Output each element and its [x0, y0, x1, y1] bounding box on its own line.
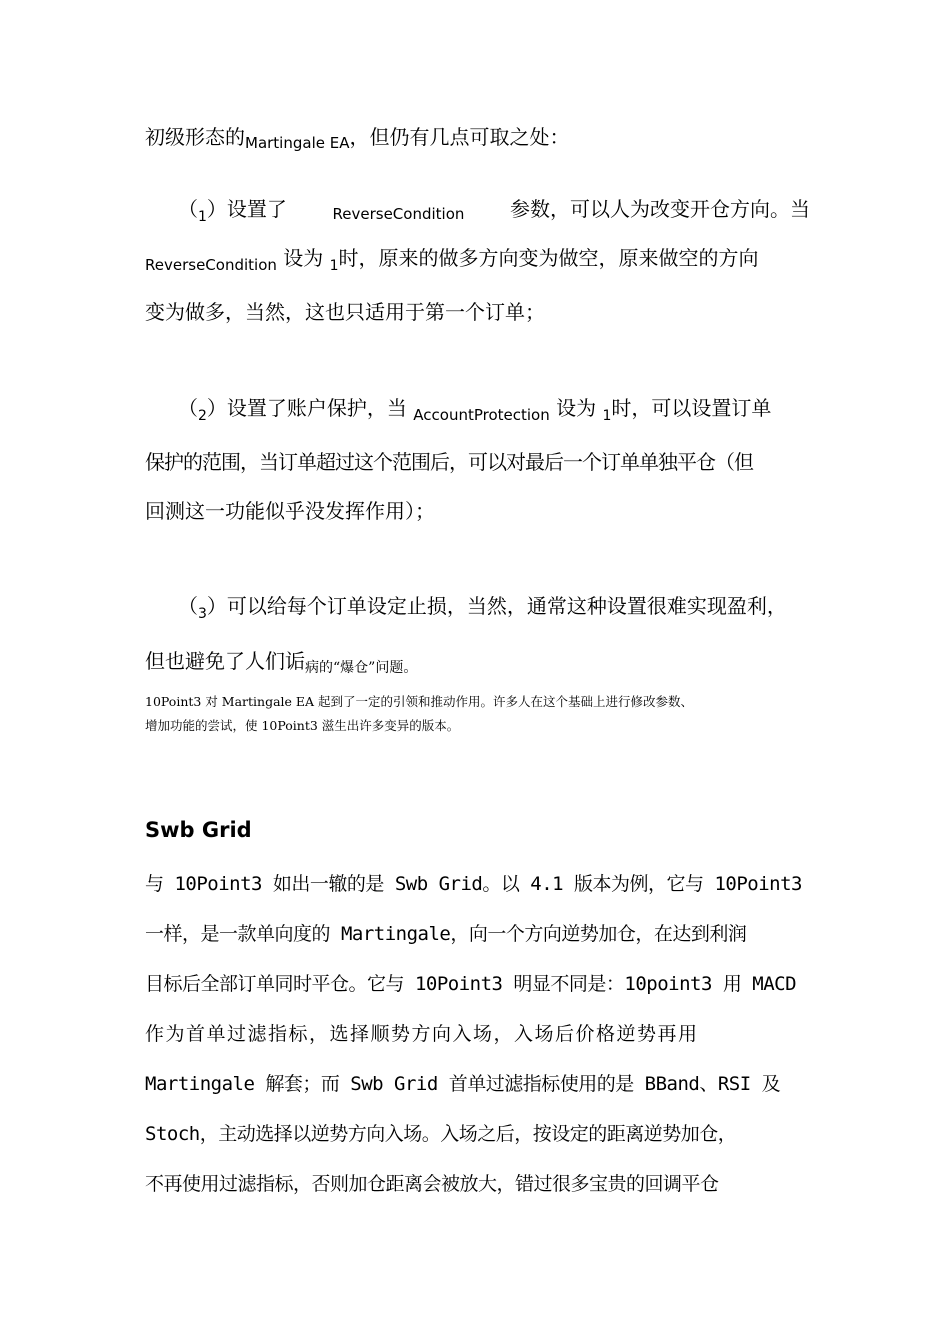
item2-value: 1	[602, 408, 612, 424]
item1-prefix	[178, 196, 287, 225]
item3-open-paren: （	[178, 594, 198, 618]
section-heading: Swb Grid	[145, 818, 252, 842]
intro-text-cont: ，但仍有几点可取之处：	[349, 125, 570, 149]
item1-line2	[145, 245, 810, 274]
item1-open-paren: （	[178, 197, 198, 221]
item1-text-d: 时，原来的做多方向变为做空，原来做空的方向	[338, 246, 759, 270]
section-line-6: Stoch，主动选择以逆势方向入场。入场之后，按设定的距离逆势加仓，	[145, 1123, 737, 1145]
item3-number: 3	[198, 606, 207, 622]
item3-text-c: 病的“爆仓”问题。	[305, 660, 418, 676]
item1-text-a: ）设置了	[206, 197, 287, 221]
note-text-2: 增加功能的尝试，使 10Point3 滋生出许多变异的版本。	[145, 718, 460, 733]
item1-text-b: 参数，可以人为改变开仓方向。当	[509, 197, 810, 221]
section-line-4: 作为首单过滤指标，选择顺势方向入场，入场后价格逆势再用	[145, 1023, 699, 1045]
item2-number: 2	[198, 408, 207, 424]
item1-value: 1	[329, 258, 339, 274]
item2-text-c: 时，可以设置订单	[611, 396, 772, 420]
note-line1	[145, 693, 810, 711]
item2-text-b: 设为	[556, 396, 597, 420]
item2-text-d: 保护的范围，当订单超过这个范围后，可以对最后一个订单单独平仓（但	[145, 450, 753, 474]
item1-line1	[178, 196, 810, 225]
item1-number: 1	[198, 209, 207, 225]
account-protection-param: AccountProtection	[413, 406, 550, 424]
item3-line1	[178, 593, 810, 622]
item1-line3	[145, 299, 810, 325]
section-line-7: 不再使用过滤指标，否则加仓距离会被放大，错过很多宝贵的回调平仓	[145, 1173, 719, 1195]
section-line-1: 与 10Point3 如出一辙的是 Swb Grid。以 4.1 版本为例，它与 10Point3	[145, 873, 802, 895]
item2-open-paren: （	[178, 396, 198, 420]
section-line-5: Martingale 解套；而 Swb Grid 首单过滤指标使用的是 BBand、RSI 及	[145, 1073, 781, 1095]
item2-line3	[145, 498, 810, 524]
section-line-3: 目标后全部订单同时平仓。它与 10Point3 明显不同是：10point3 用 MACD	[145, 973, 797, 995]
martingale-ea-term: Martingale EA	[245, 134, 350, 152]
item3-line2	[145, 648, 810, 677]
section-line-2: 一样，是一款单向度的 Martingale，向一个方向逆势加仓，在达到利润	[145, 923, 747, 945]
item2-line1	[178, 395, 810, 424]
note-text-1: 10Point3 对 Martingale EA 起到了一定的引领和推动作用。许多人在这个基础上进行修改参数、	[145, 694, 694, 709]
intro-text: 初级形态的	[145, 125, 245, 149]
item1-text-e: 变为做多，当然，这也只适用于第一个订单；	[145, 300, 545, 324]
item3-text-a: ）可以给每个订单设定止损，当然，通常这种设置很难实现盈利，	[206, 594, 787, 618]
item3-text-b: 但也避免了人们诟	[145, 649, 305, 673]
item2-text-e: 回测这一功能似乎没发挥作用）；	[145, 499, 435, 523]
intro-line	[145, 124, 810, 152]
item1-text-c: 设为	[283, 246, 324, 270]
reverse-condition-param: ReverseCondition	[332, 205, 465, 223]
item2-line2	[145, 449, 810, 475]
reverse-condition-param-2: ReverseCondition	[145, 256, 277, 274]
note-line2	[145, 717, 810, 735]
item2-text-a: ）设置了账户保护，当	[206, 396, 407, 420]
